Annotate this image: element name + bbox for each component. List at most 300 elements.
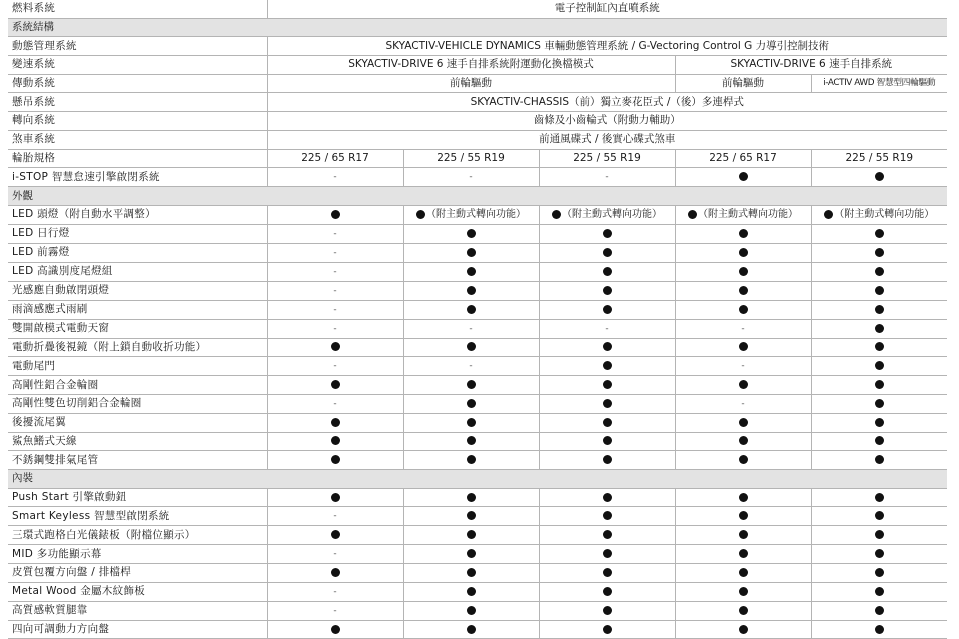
filled-circle-icon	[739, 418, 748, 427]
filled-circle-icon	[824, 210, 833, 219]
spec-label: 變速系統	[8, 56, 267, 75]
spec-row	[8, 205, 947, 224]
filled-circle-icon	[875, 305, 884, 314]
filled-circle-icon	[331, 436, 340, 445]
spec-mark-cell	[539, 545, 675, 564]
spec-mark-cell	[403, 620, 539, 639]
spec-mark-cell	[675, 357, 811, 376]
section-header	[8, 470, 947, 489]
spec-mark-cell	[403, 545, 539, 564]
filled-circle-icon	[467, 418, 476, 427]
not-available-mark: -	[605, 172, 609, 183]
filled-circle-icon	[739, 248, 748, 257]
filled-circle-icon	[603, 418, 612, 427]
spec-mark-cell	[267, 564, 403, 583]
filled-circle-icon	[416, 210, 425, 219]
spec-mark-cell	[267, 338, 403, 357]
spec-label: 皮質包覆方向盤 / 排檔桿	[8, 564, 267, 583]
spec-label: LED 頭燈（附自動水平調整）	[8, 205, 267, 224]
spec-mark-cell	[675, 300, 811, 319]
spec-row	[8, 451, 947, 470]
spec-mark-cell	[539, 319, 675, 338]
feature-note: （附主動式轉向功能）	[426, 209, 526, 221]
spec-mark-cell	[403, 413, 539, 432]
spec-mark-cell	[539, 338, 675, 357]
filled-circle-icon	[467, 342, 476, 351]
spec-label: 燃料系統	[8, 0, 267, 18]
spec-mark-cell	[811, 526, 947, 545]
spec-mark-cell	[675, 262, 811, 281]
spec-mark-cell	[811, 413, 947, 432]
filled-circle-icon	[603, 305, 612, 314]
filled-circle-icon	[467, 511, 476, 520]
spec-row	[8, 243, 947, 262]
filled-circle-icon	[875, 361, 884, 370]
spec-mark-cell	[403, 300, 539, 319]
not-available-mark: -	[469, 172, 473, 183]
spec-mark-cell	[811, 205, 947, 224]
filled-circle-icon	[331, 530, 340, 539]
spec-value: 前輪驅動	[675, 74, 811, 93]
spec-mark-cell	[403, 526, 539, 545]
filled-circle-icon	[467, 286, 476, 295]
filled-circle-icon	[603, 286, 612, 295]
spec-value: SKYACTIV-VEHICLE DYNAMICS 車輛動態管理系統 / G-Vectoring Control G 力導引控制技術	[267, 37, 947, 56]
spec-row	[8, 168, 947, 187]
spec-value: i-ACTIV AWD 智慧型四輪驅動	[811, 74, 947, 93]
spec-row	[8, 319, 947, 338]
spec-mark-cell	[539, 601, 675, 620]
filled-circle-icon	[739, 172, 748, 181]
filled-circle-icon	[467, 305, 476, 314]
spec-value: 電子控制缸內直噴系統	[267, 0, 947, 18]
filled-circle-icon	[603, 455, 612, 464]
spec-mark-cell	[403, 582, 539, 601]
filled-circle-icon	[739, 530, 748, 539]
spec-table	[8, 0, 947, 639]
filled-circle-icon	[603, 606, 612, 615]
spec-mark-cell	[811, 376, 947, 395]
spec-mark-cell	[403, 488, 539, 507]
filled-circle-icon	[875, 399, 884, 408]
spec-mark-cell	[403, 376, 539, 395]
section-header	[8, 187, 947, 206]
filled-circle-icon	[875, 493, 884, 502]
spec-mark-cell	[403, 224, 539, 243]
spec-mark-cell	[675, 620, 811, 639]
spec-mark-cell	[811, 300, 947, 319]
spec-mark-cell	[267, 319, 403, 338]
not-available-mark: -	[333, 361, 337, 372]
spec-mark-cell	[267, 545, 403, 564]
filled-circle-icon	[467, 229, 476, 238]
spec-mark-cell	[403, 451, 539, 470]
filled-circle-icon	[467, 587, 476, 596]
spec-mark-cell	[539, 488, 675, 507]
feature-note: （附主動式轉向功能）	[834, 209, 935, 221]
spec-mark-cell	[811, 319, 947, 338]
spec-mark-cell	[539, 224, 675, 243]
spec-mark-cell	[675, 564, 811, 583]
spec-mark-cell	[403, 564, 539, 583]
spec-mark-cell	[675, 281, 811, 300]
section-title: 外觀	[8, 187, 947, 206]
spec-mark-cell	[811, 545, 947, 564]
filled-circle-icon	[331, 493, 340, 502]
filled-circle-icon	[688, 210, 697, 219]
spec-mark-cell	[811, 338, 947, 357]
not-available-mark: -	[333, 323, 337, 334]
spec-label: 不銹鋼雙排氣尾管	[8, 451, 267, 470]
spec-value: 225 / 55 R19	[539, 149, 675, 168]
spec-label: 傳動系統	[8, 74, 267, 93]
spec-mark-cell	[539, 507, 675, 526]
spec-row	[8, 357, 947, 376]
spec-mark-cell	[675, 394, 811, 413]
filled-circle-icon	[739, 267, 748, 276]
not-available-mark: -	[605, 323, 609, 334]
spec-mark-cell	[811, 507, 947, 526]
spec-mark-cell	[403, 338, 539, 357]
spec-mark-cell	[811, 564, 947, 583]
spec-mark-cell	[811, 357, 947, 376]
not-available-mark: -	[333, 586, 337, 597]
spec-label: 四向可調動力方向盤	[8, 620, 267, 639]
spec-mark-cell	[267, 357, 403, 376]
spec-label: 雙開啟模式電動天窗	[8, 319, 267, 338]
filled-circle-icon	[739, 568, 748, 577]
filled-circle-icon	[603, 625, 612, 634]
spec-mark-cell	[675, 376, 811, 395]
filled-circle-icon	[875, 436, 884, 445]
spec-mark-cell	[267, 582, 403, 601]
spec-label: 高剛性鋁合金輪圈	[8, 376, 267, 395]
spec-mark-cell	[403, 281, 539, 300]
spec-mark-cell	[811, 243, 947, 262]
spec-mark-cell	[811, 488, 947, 507]
spec-label: 轉向系統	[8, 112, 267, 131]
spec-mark-cell	[675, 545, 811, 564]
filled-circle-icon	[467, 380, 476, 389]
spec-label: 動態管理系統	[8, 37, 267, 56]
spec-mark-cell	[675, 526, 811, 545]
spec-mark-cell	[675, 205, 811, 224]
spec-mark-cell	[403, 319, 539, 338]
spec-mark-cell	[675, 451, 811, 470]
spec-label: 鯊魚鰭式天線	[8, 432, 267, 451]
not-available-mark: -	[741, 398, 745, 409]
section-title: 系統結構	[8, 18, 947, 37]
spec-mark-cell	[267, 526, 403, 545]
spec-label: LED 前霧燈	[8, 243, 267, 262]
filled-circle-icon	[331, 455, 340, 464]
not-available-mark: -	[333, 511, 337, 522]
filled-circle-icon	[739, 606, 748, 615]
filled-circle-icon	[603, 229, 612, 238]
spec-label: Smart Keyless 智慧型啟閉系統	[8, 507, 267, 526]
spec-mark-cell	[539, 582, 675, 601]
filled-circle-icon	[331, 380, 340, 389]
filled-circle-icon	[875, 606, 884, 615]
spec-label: 光感應自動啟閉頭燈	[8, 281, 267, 300]
spec-row	[8, 507, 947, 526]
spec-row	[8, 93, 947, 112]
spec-label: 三環式跑格白光儀錶板（附檔位顯示）	[8, 526, 267, 545]
not-available-mark: -	[333, 285, 337, 296]
spec-mark-cell	[403, 394, 539, 413]
spec-mark-cell	[403, 601, 539, 620]
filled-circle-icon	[875, 568, 884, 577]
spec-mark-cell	[267, 432, 403, 451]
not-available-mark: -	[333, 172, 337, 183]
spec-row	[8, 413, 947, 432]
filled-circle-icon	[875, 587, 884, 596]
filled-circle-icon	[875, 172, 884, 181]
spec-mark-cell	[267, 281, 403, 300]
spec-row	[8, 56, 947, 75]
spec-row	[8, 564, 947, 583]
not-available-mark: -	[333, 398, 337, 409]
filled-circle-icon	[331, 418, 340, 427]
not-available-mark: -	[333, 304, 337, 315]
spec-mark-cell	[811, 224, 947, 243]
filled-circle-icon	[739, 511, 748, 520]
filled-circle-icon	[467, 436, 476, 445]
spec-mark-cell	[675, 413, 811, 432]
filled-circle-icon	[603, 436, 612, 445]
filled-circle-icon	[467, 248, 476, 257]
spec-mark-cell	[539, 620, 675, 639]
spec-mark-cell	[539, 262, 675, 281]
spec-mark-cell	[267, 262, 403, 281]
spec-value: 225 / 65 R17	[675, 149, 811, 168]
spec-mark-cell	[539, 432, 675, 451]
spec-label: 輪胎規格	[8, 149, 267, 168]
filled-circle-icon	[739, 587, 748, 596]
filled-circle-icon	[603, 530, 612, 539]
filled-circle-icon	[875, 229, 884, 238]
spec-row	[8, 488, 947, 507]
filled-circle-icon	[875, 511, 884, 520]
filled-circle-icon	[603, 587, 612, 596]
spec-row	[8, 526, 947, 545]
spec-value: SKYACTIV-DRIVE 6 速手自排系統	[675, 56, 947, 75]
not-available-mark: -	[333, 549, 337, 560]
spec-mark-cell	[675, 338, 811, 357]
filled-circle-icon	[739, 493, 748, 502]
filled-circle-icon	[331, 625, 340, 634]
not-available-mark: -	[333, 247, 337, 258]
spec-value: 齒條及小齒輪式（附動力輔助）	[267, 112, 947, 131]
spec-label: Metal Wood 金屬木紋飾板	[8, 582, 267, 601]
filled-circle-icon	[603, 493, 612, 502]
filled-circle-icon	[739, 286, 748, 295]
spec-mark-cell	[267, 376, 403, 395]
spec-mark-cell	[539, 451, 675, 470]
filled-circle-icon	[875, 625, 884, 634]
filled-circle-icon	[331, 568, 340, 577]
spec-mark-cell	[267, 300, 403, 319]
not-available-mark: -	[741, 323, 745, 334]
filled-circle-icon	[467, 549, 476, 558]
filled-circle-icon	[739, 229, 748, 238]
filled-circle-icon	[467, 625, 476, 634]
spec-mark-cell	[403, 168, 539, 187]
not-available-mark: -	[333, 266, 337, 277]
spec-mark-cell	[539, 357, 675, 376]
filled-circle-icon	[331, 342, 340, 351]
spec-mark-cell	[403, 507, 539, 526]
spec-mark-cell	[403, 432, 539, 451]
spec-label: LED 日行燈	[8, 224, 267, 243]
spec-mark-cell	[539, 564, 675, 583]
spec-row	[8, 300, 947, 319]
spec-mark-cell	[675, 582, 811, 601]
spec-value: 前輪驅動	[267, 74, 675, 93]
spec-mark-cell	[811, 394, 947, 413]
spec-mark-cell	[539, 300, 675, 319]
spec-mark-cell	[267, 488, 403, 507]
filled-circle-icon	[467, 455, 476, 464]
spec-mark-cell	[539, 376, 675, 395]
filled-circle-icon	[875, 455, 884, 464]
spec-mark-cell	[267, 394, 403, 413]
spec-label: 電動尾門	[8, 357, 267, 376]
spec-mark-cell	[267, 413, 403, 432]
spec-row	[8, 74, 947, 93]
spec-mark-cell	[267, 168, 403, 187]
spec-mark-cell	[539, 394, 675, 413]
spec-value: 前通風碟式 / 後實心碟式煞車	[267, 130, 947, 149]
filled-circle-icon	[603, 549, 612, 558]
filled-circle-icon	[603, 511, 612, 520]
spec-row	[8, 620, 947, 639]
spec-row	[8, 112, 947, 131]
section-title: 內裝	[8, 470, 947, 489]
filled-circle-icon	[603, 248, 612, 257]
filled-circle-icon	[467, 399, 476, 408]
spec-mark-cell	[539, 281, 675, 300]
spec-mark-cell	[811, 451, 947, 470]
filled-circle-icon	[875, 380, 884, 389]
spec-row	[8, 130, 947, 149]
filled-circle-icon	[875, 267, 884, 276]
spec-value: SKYACTIV-CHASSIS（前）獨立麥花臣式 /（後）多連桿式	[267, 93, 947, 112]
spec-label: MID 多功能顯示幕	[8, 545, 267, 564]
filled-circle-icon	[603, 342, 612, 351]
spec-mark-cell	[539, 168, 675, 187]
spec-label: 懸吊系統	[8, 93, 267, 112]
spec-mark-cell	[675, 168, 811, 187]
section-header	[8, 18, 947, 37]
spec-row	[8, 376, 947, 395]
spec-mark-cell	[675, 319, 811, 338]
filled-circle-icon	[467, 568, 476, 577]
filled-circle-icon	[739, 305, 748, 314]
spec-mark-cell	[811, 620, 947, 639]
spec-mark-cell	[267, 224, 403, 243]
not-available-mark: -	[741, 361, 745, 372]
spec-mark-cell	[811, 432, 947, 451]
filled-circle-icon	[603, 380, 612, 389]
spec-row	[8, 149, 947, 168]
filled-circle-icon	[331, 210, 340, 219]
filled-circle-icon	[739, 625, 748, 634]
spec-mark-cell	[403, 243, 539, 262]
filled-circle-icon	[467, 530, 476, 539]
spec-row	[8, 394, 947, 413]
spec-row	[8, 338, 947, 357]
filled-circle-icon	[467, 493, 476, 502]
filled-circle-icon	[603, 267, 612, 276]
spec-mark-cell	[403, 262, 539, 281]
not-available-mark: -	[333, 228, 337, 239]
filled-circle-icon	[603, 361, 612, 370]
spec-row	[8, 224, 947, 243]
spec-mark-cell	[675, 507, 811, 526]
spec-mark-cell	[267, 205, 403, 224]
spec-mark-cell	[267, 620, 403, 639]
spec-label: Push Start 引擎啟動鈕	[8, 488, 267, 507]
spec-mark-cell	[539, 413, 675, 432]
spec-label: 後擾流尾翼	[8, 413, 267, 432]
filled-circle-icon	[875, 342, 884, 351]
spec-row	[8, 37, 947, 56]
spec-label: i-STOP 智慧怠速引擎啟閉系統	[8, 168, 267, 187]
spec-mark-cell	[811, 281, 947, 300]
spec-mark-cell	[811, 601, 947, 620]
not-available-mark: -	[333, 605, 337, 616]
spec-label: 高剛性雙色切削鋁合金輪圈	[8, 394, 267, 413]
spec-row	[8, 0, 947, 18]
feature-note: （附主動式轉向功能）	[562, 209, 662, 221]
spec-value: 225 / 55 R19	[811, 149, 947, 168]
spec-mark-cell	[675, 601, 811, 620]
spec-row	[8, 582, 947, 601]
filled-circle-icon	[875, 418, 884, 427]
spec-value: 225 / 65 R17	[267, 149, 403, 168]
spec-row	[8, 601, 947, 620]
spec-row	[8, 262, 947, 281]
spec-label: 電動折疊後視鏡（附上鎖自動收折功能）	[8, 338, 267, 357]
filled-circle-icon	[739, 455, 748, 464]
spec-mark-cell	[675, 488, 811, 507]
spec-row	[8, 432, 947, 451]
spec-mark-cell	[811, 168, 947, 187]
spec-mark-cell	[811, 582, 947, 601]
not-available-mark: -	[469, 323, 473, 334]
filled-circle-icon	[552, 210, 561, 219]
filled-circle-icon	[739, 342, 748, 351]
spec-mark-cell	[675, 243, 811, 262]
filled-circle-icon	[875, 530, 884, 539]
filled-circle-icon	[603, 399, 612, 408]
filled-circle-icon	[739, 549, 748, 558]
spec-mark-cell	[267, 507, 403, 526]
spec-mark-cell	[267, 601, 403, 620]
spec-value: SKYACTIV-DRIVE 6 速手自排系統附運動化換檔模式	[267, 56, 675, 75]
filled-circle-icon	[603, 568, 612, 577]
spec-mark-cell	[539, 205, 675, 224]
spec-mark-cell	[811, 262, 947, 281]
spec-mark-cell	[403, 205, 539, 224]
filled-circle-icon	[467, 267, 476, 276]
spec-mark-cell	[267, 451, 403, 470]
filled-circle-icon	[875, 248, 884, 257]
spec-mark-cell	[675, 432, 811, 451]
spec-label: 高質感軟質腿靠	[8, 601, 267, 620]
spec-mark-cell	[403, 357, 539, 376]
